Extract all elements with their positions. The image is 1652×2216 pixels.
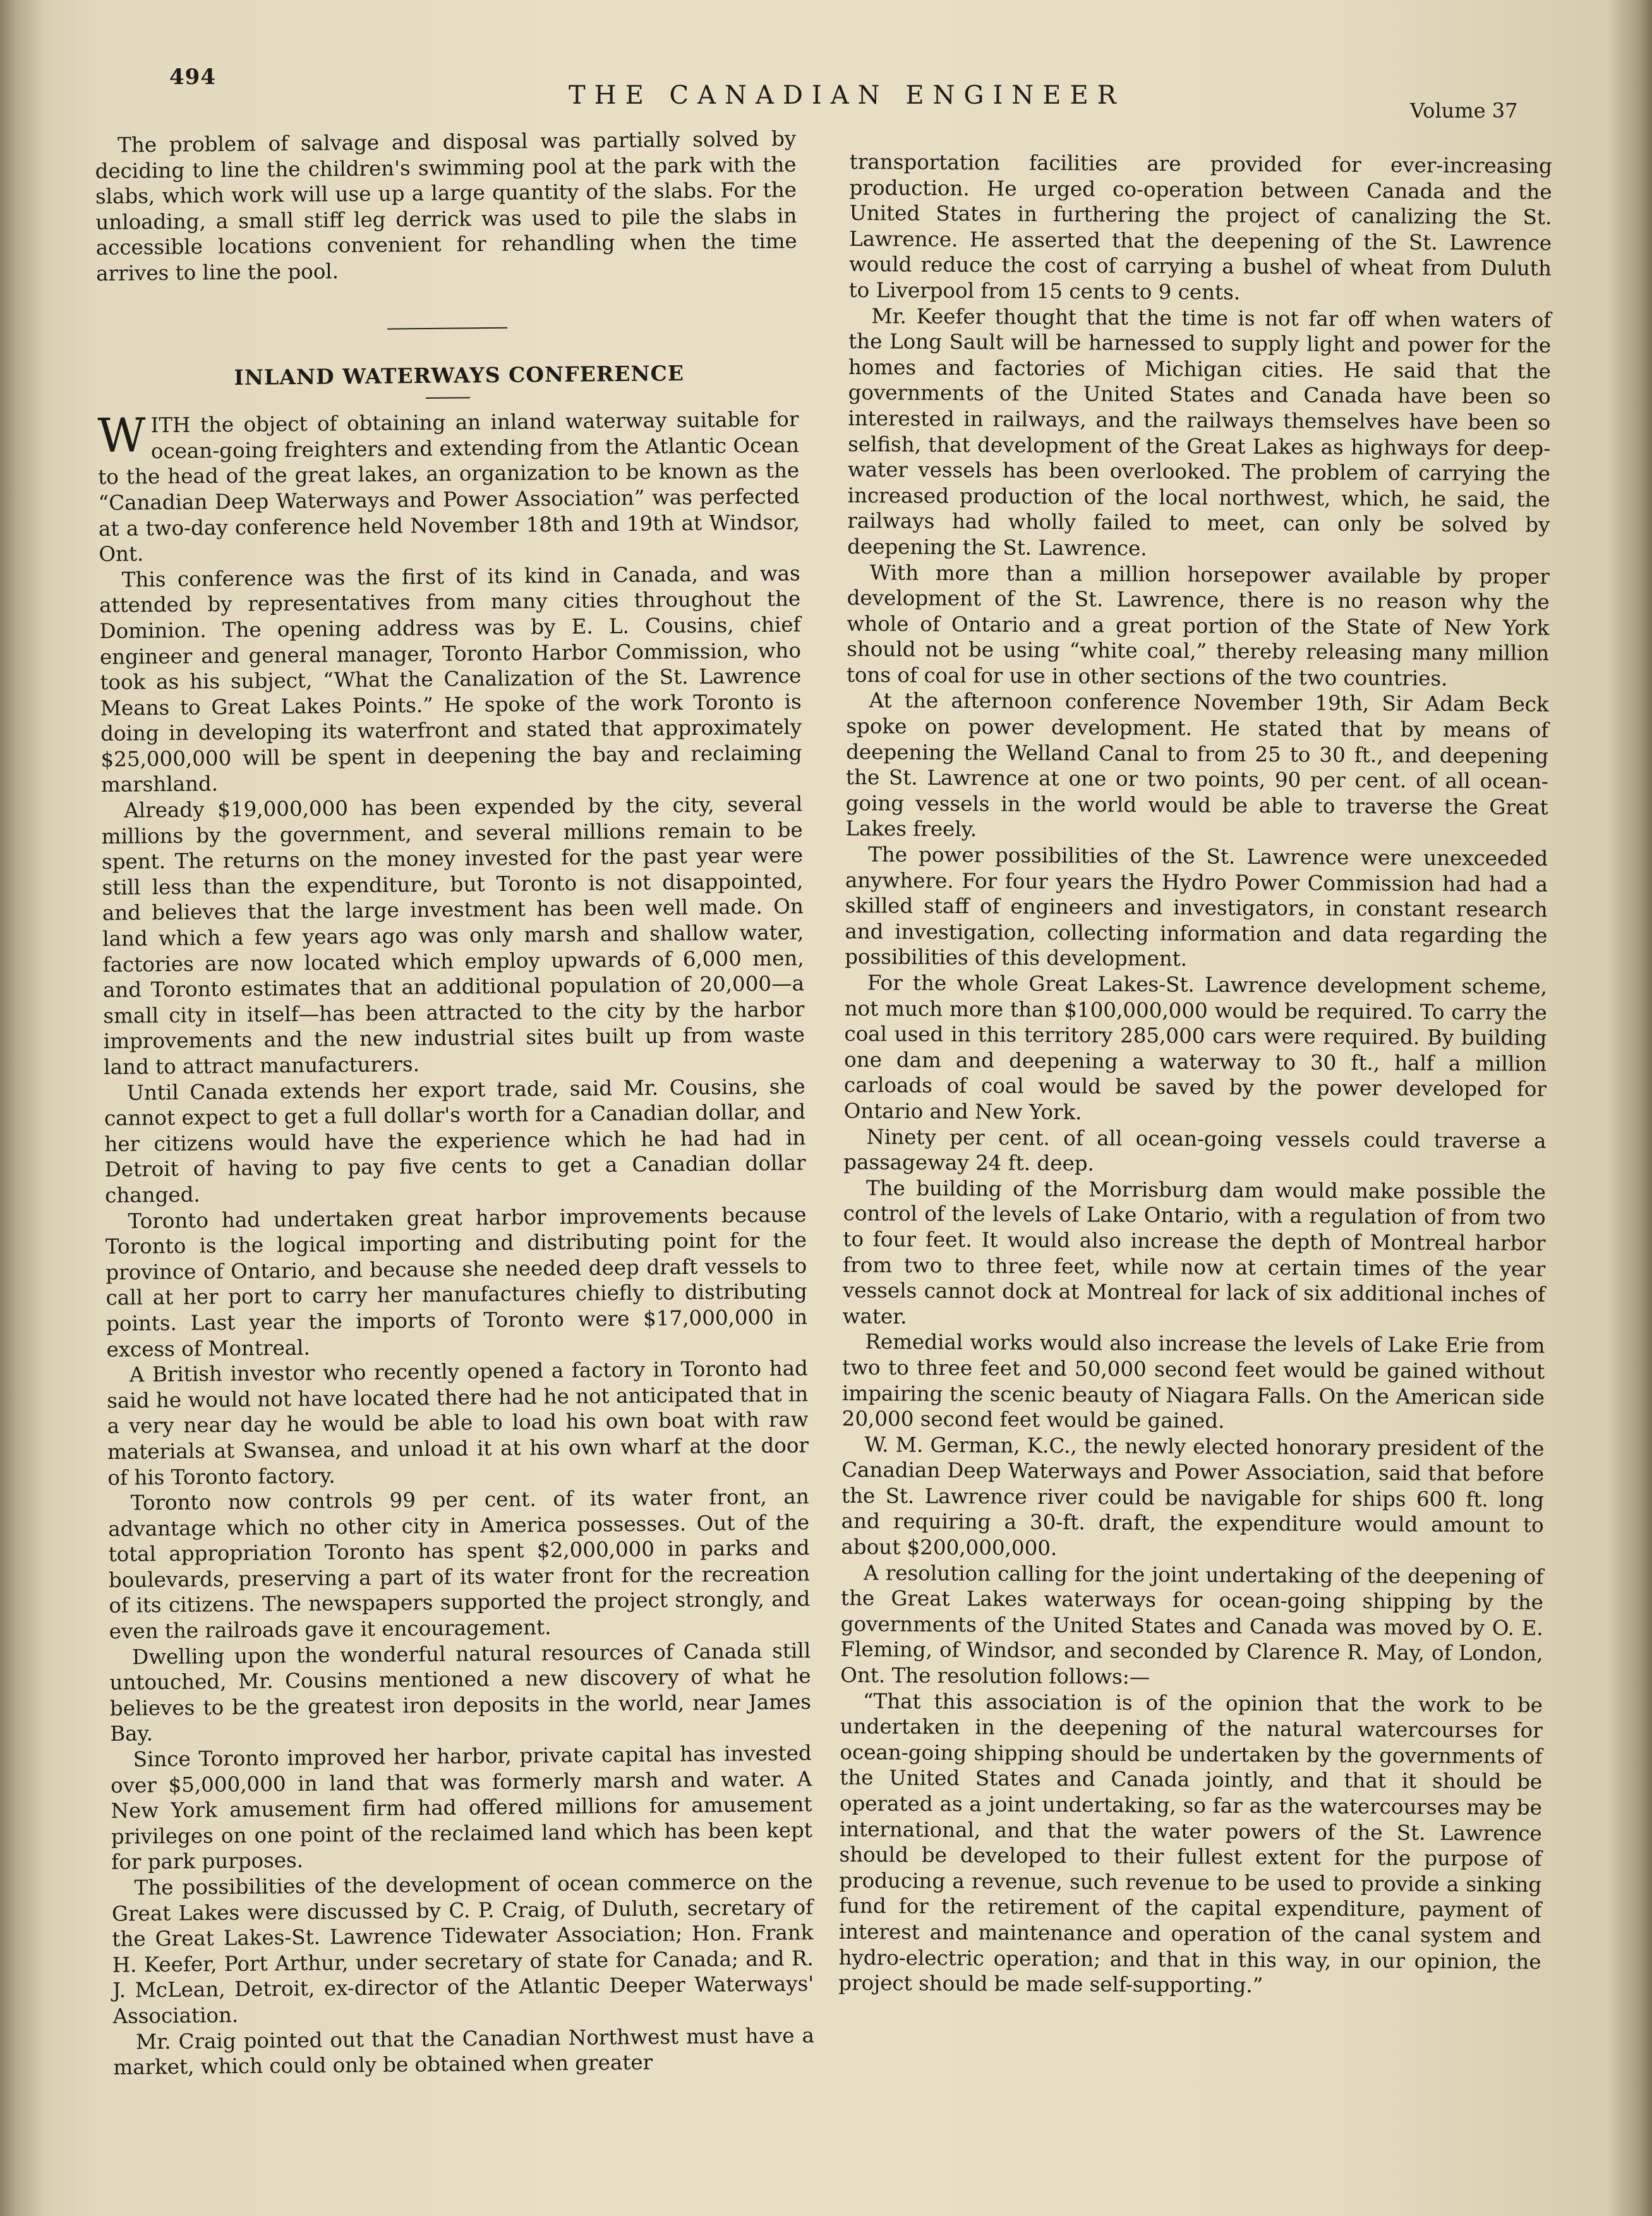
paragraph: Ninety per cent. of all ocean-going vessels could traverse a passageway 24 ft. deep. bbox=[843, 1124, 1546, 1176]
paragraph: The power possibilities of the St. Lawrence were unexceeded anywhere. For four years the Hydro Power Commission had had a skilled staff of engineers and investigators, in constant research and investigation, collecting information and data regarding the possibilities of this development. bbox=[845, 842, 1548, 971]
paragraph: A resolution calling for the joint undertaking of the deepening of the Great Lakes waterways for ocean-going shipping by the governments of the United States and Canada was moved by O. E. Fleming, of Windsor, and seconded by Clarence R. May, of London, Ont. The resolution follows:— bbox=[840, 1560, 1544, 1689]
paragraph: Since Toronto improved her harbor, private capital has invested over $5,000,000 in land that was formerly marsh and water. A New York amusement firm had offered millions for amusement privileges on one point of the reclaimed land which has been kept for park purposes. bbox=[110, 1741, 813, 1875]
lead-paragraph bbox=[97, 406, 800, 567]
running-title: THE CANADIAN ENGINEER bbox=[569, 81, 1125, 110]
heading-rule bbox=[426, 397, 470, 399]
paragraph: The possibilities of the development of ocean commerce on the Great Lakes were discussed by C. P. Craig, of Duluth, secretary of the Great Lakes-St. Lawrence Tidewater Association; Hon. Frank H. Keefer, Port Arthur, under secretary of state for Canada; and R. J. McLean, Detroit, ex-director of the Atlantic Deeper Waterways' Association. bbox=[111, 1869, 814, 2028]
page-edge-shadow bbox=[1608, 0, 1652, 2216]
continued-paragraph: transportation facilities are provided for ever-increasing production. He urged co-operation between Canada and the United States in furthering the project of canalizing the St. Lawrence. He asserted that the deepening of the St. Lawrence would reduce the cost of carrying a bushel of wheat from Duluth to Liverpool from 15 cents to 9 cents. bbox=[848, 149, 1552, 305]
paragraph: Mr. Craig pointed out that the Canadian Northwest must have a market, which could only be obtained when greater bbox=[113, 2023, 815, 2080]
paragraph: For the whole Great Lakes-St. Lawrence development scheme, not much more than $100,000,000 would be required. To carry the coal used in this territory 285,000 cars were required. By building one dam and deepening a waterway to 30 ft., half a million carloads of coal would be saved by the power developed for Ontario and New York. bbox=[843, 971, 1548, 1125]
intro-paragraph: The problem of salvage and disposal was partially solved by deciding to line the children's swimming pool at the park with the slabs, which work will use up a large quantity of the slabs. For the unloading, a small stiff leg derrick was used to pile the slabs in accessible locations convenient for rehandling when the time arrives to line the pool. bbox=[95, 126, 797, 286]
volume-label: Volume 37 bbox=[1410, 99, 1518, 123]
paragraph: Until Canada extends her export trade, said Mr. Cousins, she cannot expect to get a full dollar's worth for a Canadian dollar, and her citizens would have the experience which he had had in Detroit of having to pay five cents to get a Canadian dollar changed. bbox=[104, 1074, 806, 1208]
page-number: 494 bbox=[169, 64, 216, 90]
paragraph: Toronto now controls 99 per cent. of its water front, an advantage which no other city in America possesses. Out of the total appropriation Toronto has spent $2,000,000 in parks and boulevards, preserving a part of its water front for the recreation of its citizens. The newspapers supported the project strongly, and even the railroads gave it encouragement. bbox=[108, 1484, 811, 1644]
paragraph: Remedial works would also increase the levels of Lake Erie from two to three feet and 50,000 second feet would be gained without impairing the scenic beauty of Niagara Falls. On the American side 20,000 second feet would be gained. bbox=[841, 1329, 1545, 1433]
paragraph: This conference was the first of its kind in Canada, and was attended by representatives from many cities throughout the Dominion. The opening address was by E. L. Cousins, chief engineer and general manager, Toronto Harbor Commission, who took as his subject, “What the Canalization of the St. Lawrence Means to Great Lakes Points.” He spoke of the work Toronto is doing in developing its waterfront and stated that approximately $25,000,000 will be spent in deepening the bay and reclaiming marshland. bbox=[99, 561, 802, 797]
article-heading: INLAND WATERWAYS CONFERENCE bbox=[234, 360, 685, 390]
paragraph: W. M. German, K.C., the newly elected honorary president of the Canadian Deep Waterways and Power Association, said that before the St. Lawrence river could be navigable for ships 600 ft. long and requiring a 30-ft. draft, the expenditure would amount to about $200,000,000. bbox=[841, 1432, 1545, 1561]
paragraph: The building of the Morrisburg dam would make possible the control of the levels of Lake Ontario, with a regulation of from two to four feet. It would also increase the depth of Montreal harbor from two to three feet, while now at certain times of the year vessels cannot dock at Montreal for lack of six additional inches of water. bbox=[842, 1175, 1546, 1329]
lead-paragraph-text: ITH the object of obtaining an inland waterway suitable for ocean-going freighters and extending from the Atlantic Ocean to the head of the great lakes, an organization to be known as the “Canadian Deep Waterways and Power Association” was perfected at a two-day conference held November 18th and 19th at Windsor, Ont. bbox=[98, 407, 800, 567]
paragraph: Toronto had undertaken great harbor improvements because Toronto is the logical importing and distributing point for the province of Ontario, and because she needed deep draft vessels to call at her port to carry her manufactures chiefly to distributing points. Last year the imports of Toronto were $17,000,000 in excess of Montreal. bbox=[105, 1202, 808, 1362]
right-column bbox=[838, 149, 1552, 2000]
section-divider bbox=[387, 327, 507, 329]
binding-gutter-shadow bbox=[0, 0, 44, 2216]
resolution-quote: “That this association is of the opinion that the work to be undertaken in the deepening of the natural watercourses for ocean-going shipping should be undertaken by the governments of the United States and Canada jointly, and that it should be operated as a joint undertaking, so far as the watercourses may be international, and that the water powers of the St. Lawrence should be developed to their fullest extent for the purpose of producing a revenue, such revenue to be used to provide a sinking fund for the retirement of the capital expenditure, payment of interest and maintenance and operation of the canal system and hydro-electric operation; and that in this way, in our opinion, the project should be made self-supporting.” bbox=[838, 1688, 1543, 1998]
paragraph: Dwelling upon the wonderful natural resources of Canada still untouched, Mr. Cousins mentioned a new discovery of what he believes to be the greatest iron deposits in the world, near James Bay. bbox=[109, 1638, 812, 1747]
paragraph: With more than a million horsepower available by proper development of the St. Lawrence, there is no reason why the whole of Ontario and a great portion of the State of New York should not be using “white coal,” thereby releasing many million tons of coal for use in other sections of the two countries. bbox=[846, 560, 1550, 691]
left-column bbox=[95, 126, 815, 2080]
paragraph: Mr. Keefer thought that the time is not far off when waters of the Long Sault will be harnessed to supply light and power for the homes and factories of Michigan cities. He said that the governments of the United States and Canada have been so interested in railways, and the railways themselves have been so selfish, that development of the Great Lakes as highways for deep-water vessels has been overlooked. The problem of carrying the increased production of the local northwest, which, he said, the railways had wholly failed to meet, can only be solved by deepening the St. Lawrence. bbox=[847, 303, 1552, 560]
paragraph: A British investor who recently opened a factory in Toronto had said he would not have located there had he not anticipated that in a very near day he would be able to load his own boat with raw materials at Swansea, and unload it at his own wharf at the door of his Toronto factory. bbox=[107, 1356, 809, 1490]
paragraph: Already $19,000,000 has been expended by the city, several millions by the government, and several millions remain to be spent. The returns on the money invested for the past year were still less than the expenditure, but Toronto is not disappointed, and believes that the large investment has been well made. On land which a few years ago was only marsh and shallow water, factories are now located which employ upwards of 6,000 men, and Toronto estimates that an additional population of 20,000—a small city in itself—has been attracted to the city by the harbor improvements and the new industrial sites built up from waste land to attract manufacturers. bbox=[101, 792, 805, 1079]
paragraph: At the afternoon conference November 19th, Sir Adam Beck spoke on power development. He stated that by means of deepening the Welland Canal to from 25 to 30 ft., and deepening the St. Lawrence at one or two points, 90 per cent. of all ocean-going vessels in the world would be able to traverse the Great Lakes freely. bbox=[845, 688, 1549, 842]
drop-cap: W bbox=[97, 408, 147, 464]
